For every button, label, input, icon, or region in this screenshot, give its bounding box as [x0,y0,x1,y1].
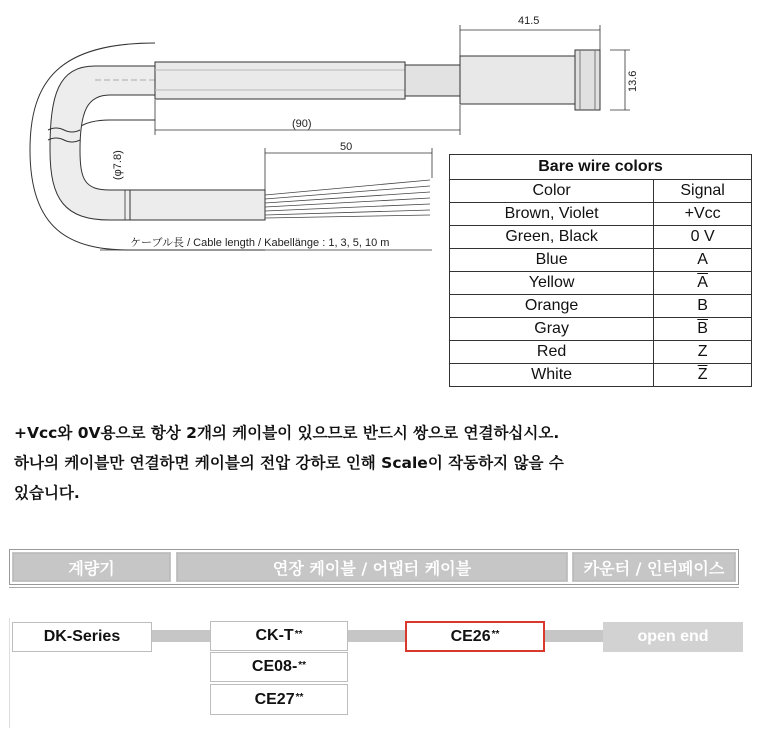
dim-13-6: 13.6 [627,70,639,92]
node-label: open end [637,628,709,645]
wire-signal: 0 V [654,226,752,249]
node-label: DK-Series [43,628,121,645]
node-suffix: ** [491,629,500,640]
node-suffix: ** [294,628,303,640]
strain-relief [405,65,460,96]
dim-50: 50 [340,141,353,153]
node-label: CE26 [450,627,491,645]
dim-diameter: (φ7.8) [112,150,124,180]
table-row [450,249,752,272]
column-header-color: Color [450,180,654,203]
wire-color: Red [450,341,654,364]
header-gauge: 계량기 [12,552,171,582]
wire-signal: $\overline{B}$ [654,318,752,341]
table-row [450,272,752,295]
wire-signal: Z [654,341,752,364]
note-line: 하나의 케이블만 연결하면 케이블의 전압 강하로 인해 Scale이 작동하지 않을 수 [14,454,564,472]
connector-bar [545,630,603,642]
wire-signal: A [654,249,752,272]
wire-color: Orange [450,295,654,318]
header-counter: 카운터 / 인터페이스 [572,552,736,582]
dim-90: (90) [292,118,312,130]
table-row [450,341,752,364]
wire-signal: $\overline{A}$ [654,272,752,295]
wire-signal: B [654,295,752,318]
table-row [450,364,752,387]
node-dk-series[interactable] [12,622,152,652]
lower-sleeve [130,190,265,220]
connector-bar [348,630,406,642]
header-underline [9,587,739,588]
dim-41-5: 41.5 [518,15,540,27]
node-suffix: ** [298,659,307,671]
wire-signal: $\overline{Z}$ [654,364,752,387]
table-row [450,203,752,226]
table-row [450,295,752,318]
flow-left-rule [9,618,10,728]
wire-color: White [450,364,654,387]
wiring-note [14,418,749,508]
bare-wires [265,180,430,218]
table-row [450,226,752,249]
wire-color: Blue [450,249,654,272]
node-suffix: ** [295,692,304,703]
bare-wire-colors-table [449,154,752,387]
column-header-signal: Signal [654,180,752,203]
wire-color: Green, Black [450,226,654,249]
connector-body [460,56,575,104]
node-ce27[interactable] [210,684,348,715]
node-open-end[interactable] [603,622,743,652]
node-label: CE08- [251,658,298,675]
wire-signal: +Vcc [654,203,752,226]
node-label: CK-T [255,627,294,644]
node-ce08[interactable] [210,652,348,682]
node-label: CE27 [254,690,295,708]
wire-color: Yellow [450,272,654,295]
header-cable: 연장 케이블 / 어댑터 케이블 [176,552,568,582]
connector-nut [575,50,600,110]
wire-color: Brown, Violet [450,203,654,226]
table-row [450,318,752,341]
cable-length-note: ケーブル長 / Cable length / Kabellänge : 1, 3, 5, 10 m [130,237,390,249]
connector-bar [152,630,210,642]
node-ck-t[interactable] [210,621,348,651]
node-ce26[interactable] [405,621,545,652]
cable-sleeve [155,62,405,99]
note-line: +Vcc와 0V용으로 항상 2개의 케이블이 있으므로 반드시 쌍으로 연결하십시오. [14,424,560,442]
note-line: 있습니다. [14,484,80,502]
table-title: Bare wire colors [450,155,752,180]
wire-color: Gray [450,318,654,341]
